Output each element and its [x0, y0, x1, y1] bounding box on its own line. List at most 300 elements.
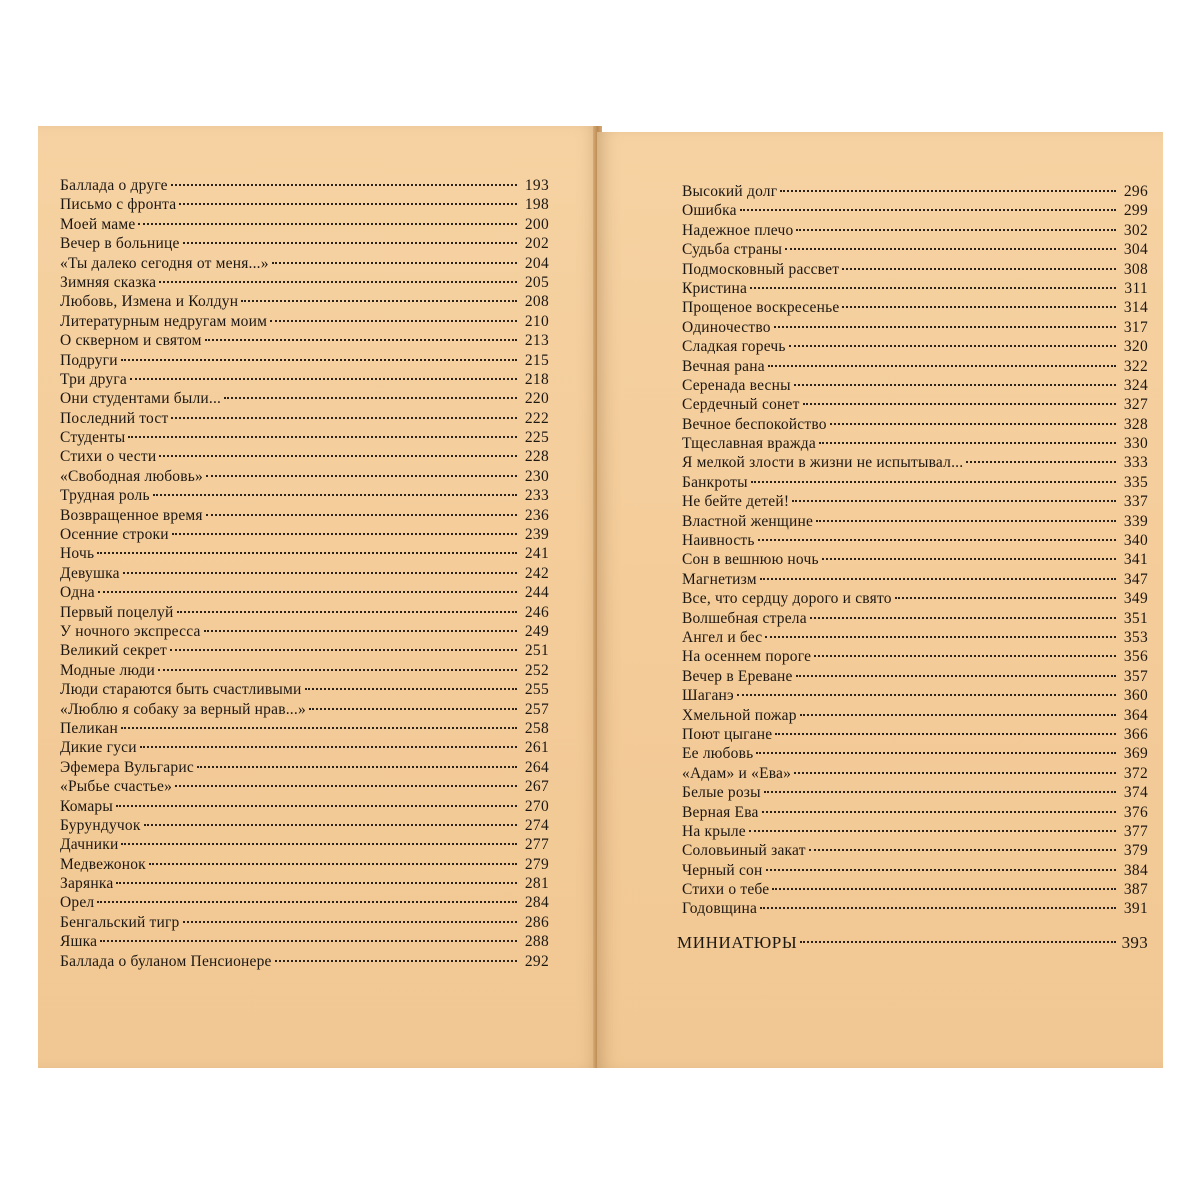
toc-entry-page-number: 317 — [1123, 318, 1148, 336]
toc-entry-title: Властной женщине — [682, 512, 814, 530]
toc-entry-page-number: 242 — [524, 564, 549, 582]
toc-entry — [682, 803, 1148, 822]
dot-leader — [751, 481, 1116, 483]
toc-entry-page-number: 279 — [524, 855, 549, 873]
dot-leader — [100, 940, 517, 942]
toc-entry-title: Яшка — [60, 933, 98, 951]
toc-entry-title: Я мелкой злости в жизни не испытывал... — [682, 454, 964, 472]
dot-leader — [819, 442, 1116, 444]
dot-leader — [206, 475, 517, 477]
toc-entry-page-number: 377 — [1123, 822, 1148, 840]
toc-entry — [682, 880, 1148, 899]
dot-leader — [789, 345, 1116, 347]
toc-entry-title: Хмельной пожар — [682, 706, 797, 724]
toc-entry-page-number: 198 — [524, 196, 549, 214]
toc-entry-page-number: 215 — [524, 351, 549, 369]
toc-entry-title: Сон в вешнюю ночь — [682, 551, 819, 569]
toc-entry — [60, 351, 549, 370]
toc-entry — [682, 201, 1148, 220]
dot-leader — [810, 617, 1116, 619]
dot-leader — [179, 203, 517, 205]
toc-entry-page-number: 204 — [524, 254, 549, 272]
toc-entry-title: Наивность — [682, 532, 755, 550]
toc-entry — [60, 370, 549, 389]
dot-leader — [796, 675, 1116, 677]
dot-leader — [794, 772, 1116, 774]
toc-entry — [60, 816, 549, 835]
dot-leader — [895, 597, 1116, 599]
toc-entry-title: Подруги — [60, 351, 118, 369]
dot-leader — [183, 242, 517, 244]
toc-entry — [60, 913, 549, 932]
toc-entry-page-number: 314 — [1123, 299, 1148, 317]
toc-entry-page-number: 333 — [1123, 454, 1148, 472]
toc-entry-title: Комары — [60, 797, 113, 815]
toc-entry-page-number: 257 — [524, 700, 549, 718]
toc-entry-title: «Рыбье счастье» — [60, 778, 173, 796]
toc-section-miniatures — [677, 932, 1148, 954]
toc-entry-page-number: 387 — [1123, 881, 1148, 899]
toc-entry-title: На крыле — [682, 822, 746, 840]
toc-entry-page-number: 328 — [1123, 415, 1148, 433]
toc-entry-title: На осеннем пороге — [682, 648, 812, 666]
toc-entry — [60, 583, 549, 602]
toc-entry-page-number: 252 — [524, 661, 549, 679]
toc-entry-page-number: 391 — [1123, 900, 1148, 918]
toc-entry-page-number: 246 — [524, 603, 549, 621]
toc-entry-page-number: 277 — [524, 836, 549, 854]
dot-leader — [772, 888, 1116, 890]
dot-leader — [175, 785, 517, 787]
toc-entry — [682, 298, 1148, 317]
dot-leader — [171, 184, 517, 186]
dot-leader — [796, 229, 1116, 231]
dot-leader — [756, 752, 1116, 754]
toc-entry — [60, 254, 549, 273]
dot-leader — [758, 539, 1116, 541]
toc-entry-title: Ошибка — [682, 202, 737, 220]
toc-entry — [682, 395, 1148, 414]
toc-entry-page-number: 376 — [1123, 803, 1148, 821]
toc-entry-page-number: 205 — [524, 273, 549, 291]
toc-entry-page-number: 324 — [1123, 376, 1148, 394]
dot-leader — [760, 907, 1116, 909]
toc-entry-title: Годовщина — [682, 900, 758, 918]
toc-entry-page-number: 340 — [1123, 532, 1148, 550]
toc-entry-title: Черный сон — [682, 861, 763, 879]
toc-entry-title: «Свободная любовь» — [60, 467, 203, 485]
toc-entry — [682, 318, 1148, 337]
toc-entry-title: Стихи о тебе — [682, 881, 770, 899]
dot-leader — [204, 630, 517, 632]
toc-entry-title: Белые розы — [682, 784, 761, 802]
dot-leader — [800, 714, 1116, 716]
toc-entry — [60, 952, 549, 971]
toc-entry — [60, 835, 549, 854]
toc-entry-title: Моей маме — [60, 215, 136, 233]
toc-entry-page-number: 286 — [524, 913, 549, 931]
toc-entry-page-number: 366 — [1123, 725, 1148, 743]
toc-entry — [60, 312, 549, 331]
toc-entry — [60, 331, 549, 350]
toc-entry-page-number: 251 — [524, 642, 549, 660]
dot-leader — [800, 941, 1116, 943]
section-page-number: 393 — [1121, 933, 1148, 952]
dot-leader — [98, 591, 517, 593]
dot-leader — [272, 262, 517, 264]
dot-leader — [768, 365, 1116, 367]
toc-entry-title: Бурундучок — [60, 816, 141, 834]
toc-entry — [60, 680, 549, 699]
toc-list-left — [60, 176, 549, 971]
toc-entry-title: Вечное беспокойство — [682, 415, 827, 433]
toc-entry — [682, 667, 1148, 686]
toc-entry-title: Стихи о чести — [60, 448, 157, 466]
toc-entry-page-number: 339 — [1123, 512, 1148, 530]
toc-entry-page-number: 296 — [1123, 183, 1148, 200]
toc-entry — [682, 764, 1148, 783]
toc-entry-title: Подмосковный рассвет — [682, 260, 840, 278]
toc-entry-title: Банкроты — [682, 473, 748, 491]
toc-entry-page-number: 284 — [524, 894, 549, 912]
toc-entry — [60, 195, 549, 214]
toc-entry-title: Последний тост — [60, 409, 169, 427]
toc-entry-page-number: 320 — [1123, 338, 1148, 356]
toc-entry-page-number: 356 — [1123, 648, 1148, 666]
dot-leader — [159, 455, 517, 457]
toc-entry-page-number: 304 — [1123, 241, 1148, 259]
dot-leader — [309, 708, 517, 710]
toc-entry-title: Тщеславная вражда — [682, 435, 816, 453]
toc-entry-title: Баллада о буланом Пенсионере — [60, 952, 272, 970]
toc-entry — [60, 641, 549, 660]
dot-leader — [158, 669, 517, 671]
toc-entry-page-number: 364 — [1123, 706, 1148, 724]
toc-entry-page-number: 308 — [1123, 260, 1148, 278]
toc-entry-title: Серенада весны — [682, 376, 791, 394]
dot-leader — [794, 384, 1116, 386]
toc-entry-page-number: 233 — [524, 487, 549, 505]
toc-entry-title: Ее любовь — [682, 745, 754, 763]
toc-entry — [60, 564, 549, 583]
toc-entry — [682, 182, 1148, 201]
toc-entry-title: У ночного экспресса — [60, 622, 201, 640]
toc-entry — [60, 661, 549, 680]
toc-entry-title: Сладкая горечь — [682, 338, 786, 356]
toc-entry-title: Кристина — [682, 279, 748, 297]
toc-entry-title: «Ты далеко сегодня от меня...» — [60, 254, 269, 272]
toc-entry-title: Первый поцелуй — [60, 603, 174, 621]
toc-entry-page-number: 228 — [524, 448, 549, 466]
toc-entry-page-number: 322 — [1123, 357, 1148, 375]
toc-entry — [682, 279, 1148, 298]
dot-leader — [842, 268, 1116, 270]
toc-entry-title: Высокий долг — [682, 183, 778, 200]
toc-entry-page-number: 236 — [524, 506, 549, 524]
toc-entry-title: Любовь, Измена и Колдун — [60, 293, 239, 311]
toc-entry-title: Дачники — [60, 836, 119, 854]
dot-leader — [144, 824, 517, 826]
toc-entry-title: Вечер в Ереване — [682, 667, 793, 685]
toc-entry-title: «Адам» и «Ева» — [682, 764, 792, 782]
dot-leader — [197, 766, 517, 768]
toc-entry-page-number: 258 — [524, 719, 549, 737]
dot-leader — [116, 805, 517, 807]
dot-leader — [224, 397, 517, 399]
toc-entry-page-number: 213 — [524, 332, 549, 350]
toc-entry — [60, 525, 549, 544]
toc-entry-title: Одна — [60, 584, 95, 602]
toc-entry-title: Судьба страны — [682, 241, 783, 259]
toc-entry — [682, 337, 1148, 356]
toc-entry-page-number: 327 — [1123, 396, 1148, 414]
toc-entry — [682, 260, 1148, 279]
toc-entry — [682, 628, 1148, 647]
dot-leader — [809, 849, 1116, 851]
toc-entry-page-number: 384 — [1123, 861, 1148, 879]
toc-entry-page-number: 299 — [1123, 202, 1148, 220]
dot-leader — [816, 520, 1116, 522]
toc-entry-page-number: 220 — [524, 390, 549, 408]
toc-entry-title: Осенние строки — [60, 526, 169, 544]
toc-entry — [682, 899, 1148, 918]
toc-entry — [682, 240, 1148, 259]
toc-entry-title: Трудная роль — [60, 487, 150, 505]
toc-entry — [60, 428, 549, 447]
dot-leader — [159, 281, 517, 283]
toc-list-right — [682, 182, 1148, 919]
toc-entry-page-number: 202 — [524, 235, 549, 253]
toc-entry-page-number: 249 — [524, 622, 549, 640]
toc-entry — [60, 758, 549, 777]
toc-entry — [60, 777, 549, 796]
toc-entry-title: Люди стараются быть счастливыми — [60, 681, 302, 699]
toc-entry — [60, 467, 549, 486]
toc-entry-title: Вечер в больнице — [60, 235, 180, 253]
toc-entry-title: Студенты — [60, 429, 126, 447]
toc-entry-page-number: 330 — [1123, 435, 1148, 453]
toc-entry — [682, 744, 1148, 763]
toc-entry-title: Баллада о друге — [60, 177, 168, 194]
toc-entry — [682, 609, 1148, 628]
toc-entry — [682, 473, 1148, 492]
toc-entry-page-number: 349 — [1123, 590, 1148, 608]
toc-entry — [60, 622, 549, 641]
toc-entry — [682, 550, 1148, 569]
toc-entry-page-number: 374 — [1123, 784, 1148, 802]
toc-entry-page-number: 239 — [524, 526, 549, 544]
dot-leader — [205, 339, 517, 341]
dot-leader — [121, 359, 517, 361]
dot-leader — [780, 190, 1116, 192]
dot-leader — [792, 500, 1116, 502]
dot-leader — [138, 223, 517, 225]
toc-entry-title: Магнетизм — [682, 570, 757, 588]
toc-entry-page-number: 360 — [1123, 687, 1148, 705]
toc-entry — [682, 531, 1148, 550]
toc-entry — [682, 512, 1148, 531]
toc-entry-page-number: 270 — [524, 797, 549, 815]
toc-entry-title: Ночь — [60, 545, 95, 563]
toc-entry-page-number: 267 — [524, 778, 549, 796]
toc-entry-page-number: 222 — [524, 409, 549, 427]
toc-entry-title: Прощеное воскресенье — [682, 299, 840, 317]
toc-entry-title: Орел — [60, 894, 95, 912]
toc-entry — [60, 506, 549, 525]
toc-entry-title: Поют цыгане — [682, 725, 773, 743]
dot-leader — [128, 436, 517, 438]
toc-entry-title: Возвращенное время — [60, 506, 203, 524]
dot-leader — [140, 746, 517, 748]
toc-entry-page-number: 244 — [524, 584, 549, 602]
dot-leader — [97, 552, 517, 554]
toc-entry-page-number: 281 — [524, 875, 549, 893]
toc-entry-page-number: 357 — [1123, 667, 1148, 685]
dot-leader — [153, 494, 517, 496]
toc-entry-title: Верная Ева — [682, 803, 759, 821]
dot-leader — [966, 461, 1116, 463]
left-page — [38, 126, 600, 1068]
toc-entry-page-number: 369 — [1123, 745, 1148, 763]
dot-leader — [171, 417, 517, 419]
dot-leader — [762, 811, 1116, 813]
dot-leader — [275, 960, 517, 962]
toc-entry-page-number: 379 — [1123, 842, 1148, 860]
toc-entry — [60, 855, 549, 874]
toc-entry-title: Вечная рана — [682, 357, 765, 375]
dot-leader — [740, 209, 1116, 211]
dot-leader — [177, 611, 517, 613]
dot-leader — [760, 578, 1116, 580]
toc-entry-page-number: 337 — [1123, 493, 1148, 511]
toc-entry-title: Ангел и бес — [682, 628, 763, 646]
dot-leader — [149, 863, 517, 865]
toc-entry-page-number: 292 — [524, 952, 549, 970]
toc-entry-title: Литературным недругам моим — [60, 312, 268, 330]
toc-entry-page-number: 351 — [1123, 609, 1148, 627]
dot-leader — [270, 320, 517, 322]
toc-entry — [60, 738, 549, 757]
toc-entry-title: Медвежонок — [60, 855, 146, 873]
dot-leader — [803, 403, 1116, 405]
dot-leader — [116, 882, 517, 884]
toc-entry-title: Бенгальский тигр — [60, 913, 180, 931]
toc-entry — [682, 434, 1148, 453]
toc-entry-page-number: 208 — [524, 293, 549, 311]
toc-entry-page-number: 193 — [524, 177, 549, 194]
toc-entry-title: Дикие гуси — [60, 739, 137, 757]
toc-entry — [60, 292, 549, 311]
toc-entry — [682, 841, 1148, 860]
dot-leader — [121, 727, 517, 729]
toc-entry-title: Одиночество — [682, 318, 771, 336]
toc-entry-page-number: 225 — [524, 429, 549, 447]
dot-leader — [97, 901, 517, 903]
toc-entry-page-number: 335 — [1123, 473, 1148, 491]
toc-entry-page-number: 341 — [1123, 551, 1148, 569]
toc-entry-title: Модные люди — [60, 661, 155, 679]
toc-entry-page-number: 218 — [524, 370, 549, 388]
toc-entry-page-number: 347 — [1123, 570, 1148, 588]
toc-entry — [682, 415, 1148, 434]
toc-entry — [60, 447, 549, 466]
toc-entry-title: Великий секрет — [60, 642, 167, 660]
toc-entry — [60, 700, 549, 719]
toc-entry-page-number: 261 — [524, 739, 549, 757]
dot-leader — [123, 572, 517, 574]
toc-entry-page-number: 200 — [524, 215, 549, 233]
dot-leader — [305, 688, 517, 690]
dot-leader — [842, 306, 1116, 308]
dot-leader — [749, 830, 1116, 832]
toc-entry-title: Три друга — [60, 370, 128, 388]
toc-entry — [682, 453, 1148, 472]
toc-entry-title: О скверном и святом — [60, 332, 202, 350]
toc-entry — [60, 409, 549, 428]
toc-entry — [682, 357, 1148, 376]
toc-entry-page-number: 372 — [1123, 764, 1148, 782]
toc-entry-page-number: 302 — [1123, 221, 1148, 239]
toc-entry — [682, 589, 1148, 608]
toc-entry — [60, 273, 549, 292]
toc-entry — [682, 570, 1148, 589]
dot-leader — [764, 791, 1116, 793]
dot-leader — [206, 514, 517, 516]
toc-entry-title: Зарянка — [60, 875, 114, 893]
dot-leader — [750, 287, 1116, 289]
toc-entry — [60, 215, 549, 234]
toc-entry — [60, 874, 549, 893]
dot-leader — [170, 649, 517, 651]
dot-leader — [775, 733, 1116, 735]
toc-entry-title: Надежное плечо — [682, 221, 794, 239]
right-page — [597, 132, 1163, 1068]
dot-leader — [830, 423, 1116, 425]
toc-entry-title: Сердечный сонет — [682, 396, 800, 414]
dot-leader — [766, 869, 1116, 871]
toc-entry-page-number: 241 — [524, 545, 549, 563]
toc-entry-title: «Люблю я собаку за верный нрав...» — [60, 700, 306, 718]
toc-entry — [60, 893, 549, 912]
toc-entry-title: Шаганэ — [682, 687, 734, 705]
toc-entry — [682, 861, 1148, 880]
toc-entry — [60, 176, 549, 195]
toc-entry — [60, 797, 549, 816]
toc-entry — [60, 544, 549, 563]
toc-entry-title: Не бейте детей! — [682, 493, 790, 511]
toc-entry — [60, 603, 549, 622]
toc-entry — [682, 376, 1148, 395]
toc-entry — [682, 221, 1148, 240]
toc-entry — [682, 686, 1148, 705]
toc-entry-page-number: 311 — [1124, 279, 1148, 297]
toc-entry-page-number: 274 — [524, 816, 549, 834]
toc-entry-title: Все, что сердцу дорого и свято — [682, 590, 892, 608]
toc-entry — [60, 389, 549, 408]
dot-leader — [737, 694, 1116, 696]
toc-entry-page-number: 255 — [524, 681, 549, 699]
toc-entry-page-number: 288 — [524, 933, 549, 951]
toc-entry-page-number: 353 — [1123, 628, 1148, 646]
dot-leader — [130, 378, 517, 380]
dot-leader — [774, 326, 1116, 328]
section-title: МИНИАТЮРЫ — [677, 933, 798, 952]
toc-entry — [682, 492, 1148, 511]
dot-leader — [785, 248, 1116, 250]
toc-entry — [60, 234, 549, 253]
dot-leader — [765, 636, 1116, 638]
toc-entry — [60, 719, 549, 738]
